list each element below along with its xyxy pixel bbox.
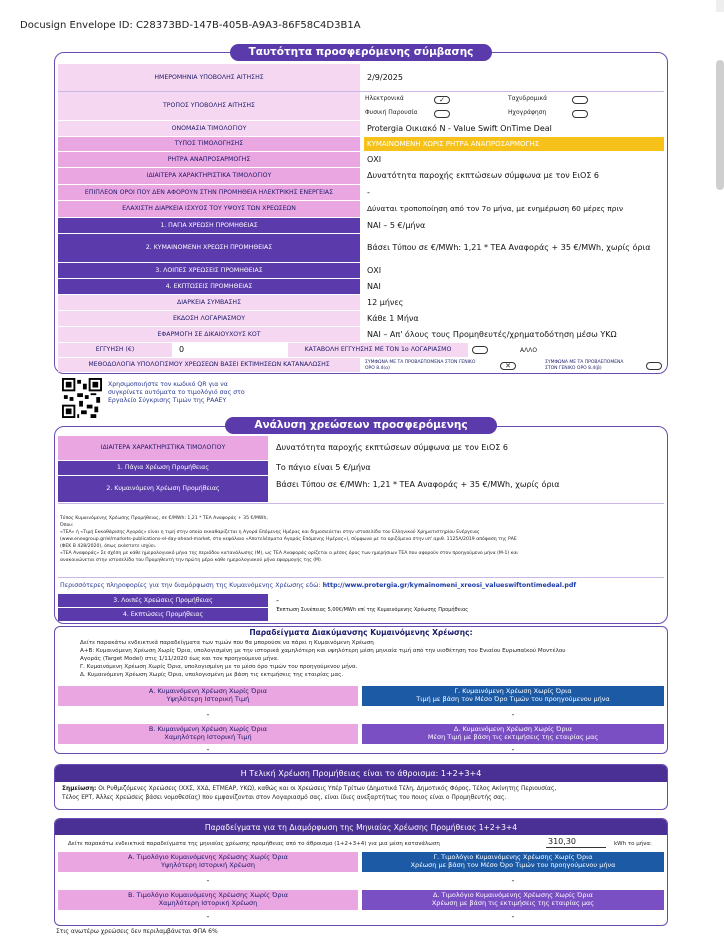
s5-footer: Στις ανωτέρω χρεώσεις δεν περιλαμβάνεται ΦΠΑ 6% <box>56 928 218 935</box>
s5-unit: kWh το μήνα: <box>614 841 652 847</box>
method-physical-label: Φυσική Παρουσία <box>365 109 418 116</box>
features-label: ΙΔΙΑΙΤΕΡΑ ΧΑΡΑΚΤΗΡΙΣΤΙΚΑ ΤΙΜΟΛΟΓΙΟΥ <box>58 436 268 460</box>
submission-date-value: 2/9/2025 <box>367 72 403 82</box>
s2-fixed-label: 1. Πάγια Χρέωση Προμήθειας <box>58 461 268 475</box>
s3-a-title: Α. Κυμαινόμενη Χρέωση Χωρίς Όρια <box>148 687 268 696</box>
formula-line-4: (www.enexgroup.gr/el/markets-publications-el-day-ahead-market, στο κεφάλαιο «Αποτελέσματα Αγοράς Επόμενης Ημέρας»), σύμφωνα με τα οριζόμενα στην υπ' αριθ. 1125Α/2019 απόφαση της ΡΑΕ <box>60 537 517 542</box>
method-calc-option1-checkbox[interactable]: ✕ <box>500 362 516 370</box>
submission-date-label: ΗΜΕΡΟΜΗΝΙΑ ΥΠΟΒΟΛΗΣ ΑΙΤΗΣΗΣ <box>58 64 360 91</box>
divider <box>58 503 664 504</box>
envelope-id: Docusign Envelope ID: C28373BD-147B-405B-A9A3-86F58C4D3B1A <box>20 20 361 31</box>
s4-note-1: Οι Ρυθμιζόμενες Χρεώσεις (ΧΧΣ, ΧΧΔ, ΕΤΜΕΑΡ, ΥΚΩ), καθώς και οι Χρεώσεις Υπέρ Τρίτων (Δημοτικά Τέλη, Δημοτικός Φόρος, Τέλος Ακίνητης Περιουσίας, <box>98 786 557 792</box>
s4-note-2: Τέλος ΕΡΤ, Άλλες Χρεώσεις βάσει νομοθεσίας) που εμφανίζονται στον Λογαριασμό σας, είναι ίδιες ανεξαρτήτως του ποιος είναι ο Προμηθευτής σας. <box>62 795 507 801</box>
scrollbar-thumb[interactable] <box>716 60 724 190</box>
s3-a-sub: Υψηλότερη Ιστορική Τιμή <box>166 695 250 703</box>
qr-code-icon[interactable] <box>62 378 102 418</box>
s5-b-title: Β. Τιμολόγιο Κυμαινόμενης Χρέωσης Χωρίς Όρια <box>128 891 288 900</box>
submission-method-label: ΤΡΟΠΟΣ ΥΠΟΒΟΛΗΣ ΑΙΤΗΣΗΣ <box>58 92 360 120</box>
s5-b-value: - <box>206 912 210 921</box>
s5-a-title: Α. Τιμολόγιο Κυμαινόμενης Χρέωσης Χωρίς Όρια <box>128 853 288 862</box>
method-electronic-checkbox[interactable]: ✓ <box>434 96 450 104</box>
kot-value: ΝΑΙ – Απ' όλους τους Προμηθευτές/χρηματοδότηση μέσω ΥΚΩ <box>367 329 617 339</box>
method-calc-option2-label: ΣΥΜΦΩΝΑ ΜΕ ΤΑ ΠΡΟΒΛΕΠΟΜΕΝΑ ΣΤΟΝ ΓΕΝΙΚΟ ΟΡΟ 8.4(β) <box>545 360 624 371</box>
contract-duration-label: ΔΙΑΡΚΕΙΑ ΣΥΜΒΑΣΗΣ <box>58 295 360 310</box>
method-electronic-label: Ηλεκτρονικά <box>365 95 404 102</box>
s5-g-title: Γ. Τιμολόγιο Κυμαινόμενης Χρέωσης Χωρίς Όρια <box>433 853 593 862</box>
s2-discount-label: 4. Εκπτώσεις Προμήθειας <box>58 608 268 621</box>
s2-variable-label: 2. Κυμαινόμενη Χρέωση Προμήθειας <box>58 476 268 502</box>
special-features-label: ΙΔΙΑΙΤΕΡΑ ΧΑΡΑΚΤΗΡΙΣΤΙΚΑ ΤΙΜΟΛΟΓΙΟΥ <box>58 168 360 184</box>
s3-b-sub: Χαμηλότερη Ιστορική Τιμή <box>164 733 252 741</box>
s5-d-sub: Χρέωση με βάση τις εκτιμήσεις της εταιρίας μας <box>431 899 595 907</box>
s2-discount-value: Έκπτωση Συνέπειας 5,00€/MWh επί της Κυμαινόμενης Χρέωσης Προμήθειας <box>276 607 469 613</box>
s5-a-value: - <box>206 876 210 885</box>
formula-line-3: «ΤΕΑ» ή «Τιμή Εκκαθάρισης Αγοράς» είναι η τιμή στην οποία εκκαθαρίζεται η Αγορά Επόμενης Ημέρας και δημοσιεύεται στην ιστοσελίδα του Ελληνικού Χρηματιστηρίου Ενέργειας <box>60 530 480 535</box>
more-info-label: Περισσότερες πληροφορίες για την διαμόρφωση της Κυμαινόμενης Χρέωσης εδώ: <box>60 582 321 589</box>
s5-box-a <box>58 852 358 872</box>
s3-a-value: - <box>206 710 210 719</box>
fixed-charge-label: 1. ΠΑΓΙΑ ΧΡΕΩΣΗ ΠΡΟΜΗΘΕΙΑΣ <box>58 218 360 233</box>
guarantee-payment-toggle[interactable] <box>472 346 488 354</box>
formula-line-2: Όπου: <box>60 523 74 528</box>
guarantee-value: 0 <box>179 345 185 355</box>
s3-d-title: Δ. Κυμαινόμενη Χρέωση Χωρίς Όρια <box>453 725 573 734</box>
method-recording-label: Ηχογράφηση <box>508 109 547 116</box>
guarantee-label: ΕΓΓΥΗΣΗ (€) <box>58 343 172 357</box>
s5-a-sub: Υψηλότερη Ιστορική Χρέωση <box>161 861 255 869</box>
s3-g-value: - <box>511 710 515 719</box>
section3-title: Παραδείγματα Διακύμανσης Κυμαινόμενης Χρέωσης: <box>249 628 473 637</box>
s5-box-d <box>362 890 664 910</box>
s2-fixed-value: Το πάγιο είναι 5 €/μήνα <box>276 463 371 473</box>
s4-note <box>62 786 662 793</box>
fixed-charge-value: ΝΑΙ – 5 €/μήνα <box>367 220 426 230</box>
min-duration-value: Δύναται τροποποίηση από τον 7ο μήνα, με ενημέρωση 60 μέρες πριν <box>367 203 624 213</box>
method-recording-checkbox[interactable] <box>572 110 588 118</box>
contract-duration-value: 12 μήνες <box>367 297 404 307</box>
adjustment-clause-label: ΡΗΤΡΑ ΑΝΑΠΡΟΣΑΡΜΟΓΗΣ <box>58 152 360 167</box>
s3-box-d <box>362 724 664 744</box>
qr-note: Χρησιμοποιήστε τον κωδικό QR για να συγκρίνετε αυτόματα το τιμολόγιό σας στο Εργαλείο Σύγκρισης Τιμών της ΡΑΑΕΥ <box>108 381 245 404</box>
s5-line-1: Δείτε παρακάτω ενδεικτικά παραδείγματα της μηνιαίας χρέωσης προμήθειας από το άθροισμα (1+2+3+4) για μια μέση κατανάλωση <box>68 841 440 847</box>
extra-terms-value: - <box>367 187 370 197</box>
s3-line-2: Α+Β: Κυμαινόμενη Χρέωση Χωρίς Όρια, υπολογισμένη με την ιστορικά χαμηλότερη και υψηλότερη μέση μηνιαία τιμή από την υιοθέτηση του Ενιαίου Ευρωπαϊκού Μοντέλου <box>80 648 566 654</box>
s3-line-3: Αγοράς (Target Model) στις 1/11/2020 έως και τον προηγούμενο μήνα. <box>80 656 279 662</box>
method-calc-label: ΜΕΘΟΔΟΛΟΓΙΑ ΥΠΟΛΟΓΙΣΜΟΥ ΧΡΕΩΣΕΩΝ ΒΑΣΕΙ ΕΚΤΙΜΗΣΕΩΝ ΚΑΤΑΝΑΛΩΣΗΣ <box>58 358 360 372</box>
s3-box-a <box>58 686 358 706</box>
discounts-value: ΝΑΙ <box>367 281 381 291</box>
s3-g-title: Γ. Κυμαινόμενη Χρέωση Χωρίς Όρια <box>454 687 572 696</box>
s3-d-sub: Μέση Τιμή με βάση τις εκτιμήσεις της εταιρίας μας <box>427 733 599 741</box>
s4-note-bold: Σημείωση: <box>62 786 97 792</box>
s2-other-label: 3. Λοιπές Χρεώσεις Προμήθειας <box>58 594 268 607</box>
s5-g-value: - <box>511 876 515 885</box>
other-charges-value: ΟΧΙ <box>367 265 382 275</box>
more-info-text <box>60 582 576 590</box>
s5-consumption: 310,30 <box>548 837 576 846</box>
billing-value: Κάθε 1 Μήνα <box>367 313 419 323</box>
s5-d-title: Δ. Τιμολόγιο Κυμαινόμενης Χρέωσης Χωρίς Όρια <box>433 891 593 900</box>
billing-label: ΕΚΔΟΣΗ ΛΟΓΑΡΙΑΣΜΟΥ <box>58 311 360 326</box>
consumption-underline <box>546 847 606 848</box>
special-features-value: Δυνατότητα παροχής εκπτώσεων σύμφωνα με τον ΕιΟΣ 6 <box>367 171 600 181</box>
method-post-checkbox[interactable] <box>572 96 588 104</box>
formula-line-5: (ΦΕΚ Β 428/2020), όπως εκάστοτε ισχύει. <box>60 544 157 549</box>
adjustment-clause-value: ΟΧΙ <box>367 154 382 164</box>
s3-box-g <box>362 686 664 706</box>
s3-line-5: Δ. Κυμαινόμενη Χρέωση Χωρίς Όρια, υπολογισμένη με βάση τις εκτιμήσεις της εταιρίας μας. <box>80 672 344 678</box>
s5-box-b <box>58 890 358 910</box>
s5-g-sub: Χρέωση με βάση τον Μέσο Όρο Τιμών του προηγούμενου μήνα <box>410 861 616 869</box>
formula-line-6: «ΤΕΑ Αναφοράς» Σε σχέση με κάθε ημερολογιακό μήνα της περιόδου κατανάλωσης (Μ), ως ΤΕΑ Αναφοράς ορίζεται ο μέσος όρος των ημερήσιων ΤΕΑ που αφορούν στον προηγούμενο μήνα (Μ-1) και <box>60 551 518 556</box>
formula-line-1: Τύπος Κυμαινόμενης Χρέωσης Προμήθειας, σε €/MWh: 1,21 * ΤΕΑ Αναφοράς + 35 €/MWh, <box>60 516 268 521</box>
s5-b-sub: Χαμηλότερη Ιστορική Χρέωση <box>158 899 258 907</box>
s5-d-value: - <box>511 912 515 921</box>
section4-title: Η Τελική Χρέωση Προμήθειας είναι το άθροισμα: 1+2+3+4 <box>55 765 667 782</box>
kot-label: ΕΦΑΡΜΟΓΗ ΣΕ ΔΙΚΑΙΟΥΧΟΥΣ ΚΟΤ <box>58 327 360 342</box>
discounts-label: 4. ΕΚΠΤΩΣΕΙΣ ΠΡΟΜΗΘΕΙΑΣ <box>58 279 360 294</box>
section1-title: Ταυτότητα προσφερόμενης σύμβασης <box>230 44 492 61</box>
other-label: ΑΛΛΟ <box>520 347 538 354</box>
method-physical-checkbox[interactable] <box>434 110 450 118</box>
s5-box-g <box>362 852 664 872</box>
formula-line-7: ανακοινώνεται στην ιστοσελίδα του Προμηθευτή την πρώτη μέρα κάθε ημερολογιακού μήνα εφαρμογής της (Μ). <box>60 558 323 563</box>
tariff-name-value: Protergia Οικιακό Ν - Value Swift OnTime Deal <box>367 123 552 133</box>
scrollbar-track <box>716 0 724 12</box>
method-calc-option1-label: ΣΥΜΦΩΝΑ ΜΕ ΤΑ ΠΡΟΒΛΕΠΟΜΕΝΑ ΣΤΟΝ ΓΕΝΙΚΟ ΟΡΟ 8.4(α) <box>365 360 476 371</box>
more-info-link[interactable]: http://www.protergia.gr/kymainomeni_xreosi_valueswiftontimedeal.pdf <box>322 582 577 589</box>
guarantee-payment-label: ΚΑΤΑΒΟΛΗ ΕΓΓΥΗΣΗΣ ΜΕ ΤΟΝ 1ο ΛΟΓΑΡΙΑΣΜΟ <box>288 343 468 357</box>
extra-terms-label: ΕΠΙΠΛΕΟΝ ΟΡΟΙ ΠΟΥ ΔΕΝ ΑΦΟΡΟΥΝ ΣΤΗΝ ΠΡΟΜΗΘΕΙΑ ΗΛΕΚΤΡΙΚΗΣ ΕΝΕΡΓΕΙΑΣ <box>58 185 360 200</box>
s3-line-1: Δείτε παρακάτω ενδεικτικά παραδείγματα των τιμών που θα μπορούσε να πάρει η Κυμαινόμενη Χρέωση <box>80 640 374 646</box>
other-charges-label: 3. ΛΟΙΠΕΣ ΧΡΕΩΣΕΙΣ ΠΡΟΜΗΘΕΙΑΣ <box>58 263 360 278</box>
section5-title: Παραδείγματα για τη Διαμόρφωση της Μηνιαίας Χρέωσης Προμήθειας 1+2+3+4 <box>55 819 667 835</box>
tariff-type-value: ΚΥΜΑΙΝΟΜΕΝΗ ΧΩΡΙΣ ΡΗΤΡΑ ΑΝΑΠΡΟΣΑΡΜΟΓΗΣ <box>364 137 664 151</box>
tariff-name-label: ΟΝΟΜΑΣΙΑ ΤΙΜΟΛΟΓΙΟΥ <box>58 121 360 136</box>
s3-b-title: Β. Κυμαινόμενη Χρέωση Χωρίς Όρια <box>148 725 268 734</box>
s2-other-value: - <box>276 595 279 605</box>
s3-box-b <box>58 724 358 744</box>
divider <box>58 577 664 578</box>
s3-g-sub: Τιμή με βάση τον Μέσο Όρο Τιμών του προηγούμενου μήνα <box>416 695 610 703</box>
features-value: Δυνατότητα παροχής εκπτώσεων σύμφωνα με τον ΕιΟΣ 6 <box>276 443 509 453</box>
s3-d-value: - <box>511 745 515 754</box>
variable-charge-label: 2. ΚΥΜΑΙΝΟΜΕΝΗ ΧΡΕΩΣΗ ΠΡΟΜΗΘΕΙΑΣ <box>58 234 360 262</box>
variable-charge-value: Βάσει Τύπου σε €/MWh: 1,21 * ΤΕΑ Αναφοράς + 35 €/MWh, χωρίς όρια <box>367 243 651 253</box>
section2-title: Ανάλυση χρεώσεων προσφερόμενης σύμβασης <box>225 417 497 434</box>
min-duration-label: ΕΛΑΧΙΣΤΗ ΔΙΑΡΚΕΙΑ ΙΣΧΥΟΣ ΤΟΥ ΥΨΟΥΣ ΤΩΝ ΧΡΕΩΣΕΩΝ <box>58 201 360 217</box>
method-calc-option2-checkbox[interactable] <box>646 362 662 370</box>
s3-line-4: Γ. Κυμαινόμενη Χρέωση Χωρίς Όρια, υπολογισμένη με το μέσο όρο τιμών του προηγούμενου μήνα. <box>80 664 358 670</box>
s2-variable-value: Βάσει Τύπου σε €/MWh: 1,21 * ΤΕΑ Αναφοράς + 35 €/MWh, χωρίς όρια <box>276 480 560 490</box>
tariff-type-label: ΤΥΠΟΣ ΤΙΜΟΛΟΓΗΣΗΣ <box>58 137 360 151</box>
method-post-label: Ταχυδρομικά <box>508 95 548 102</box>
s3-b-value: - <box>206 745 210 754</box>
